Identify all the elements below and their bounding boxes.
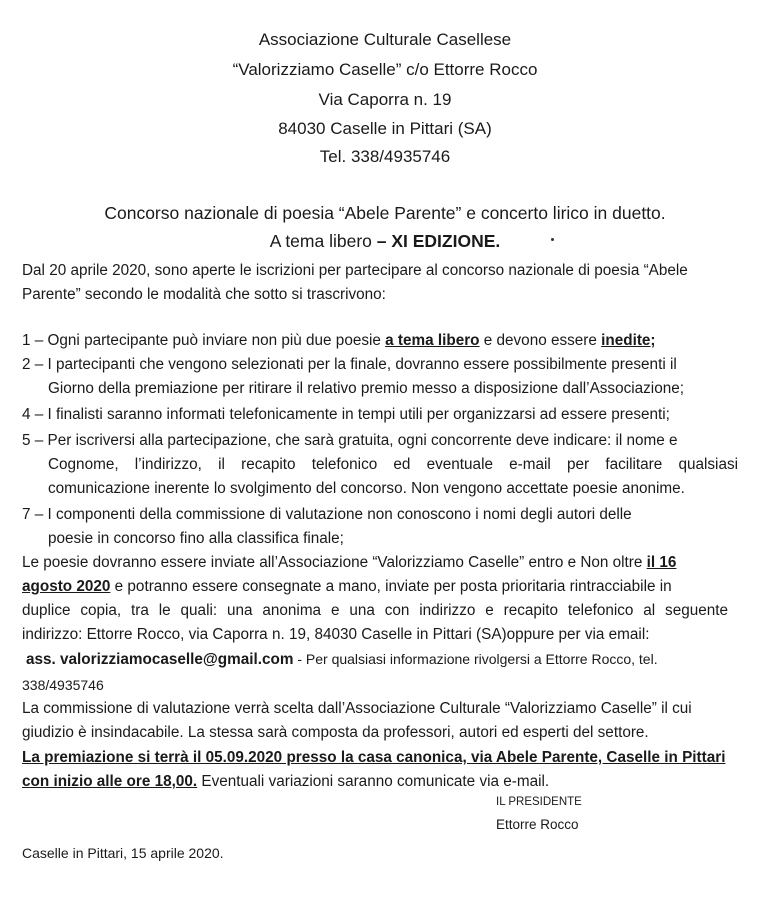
- place-date: Caselle in Pittari, 15 aprile 2020.: [22, 845, 224, 861]
- submission-line-2-text: e potranno essere consegnate a mano, inviate per posta prioritaria rintracciabile in: [110, 578, 672, 595]
- rule-1-unpublished: inedite;: [601, 332, 656, 349]
- award-note: Eventuali variazioni saranno comunicate via e-mail.: [197, 773, 550, 790]
- rule-1-mid: e devono essere: [479, 332, 602, 349]
- association-name: Associazione Culturale Casellese: [258, 30, 512, 49]
- rule-5-line-3: comunicazione inerente lo svolgimento del concorso. Non vengono accettate poesie anonime.: [48, 480, 685, 497]
- intro-line-2: Parente” secondo le modalità che sotto si trascrivono:: [22, 286, 386, 303]
- submission-line-3: duplice copia, tra le quali: una anonima e una con indirizzo e recapito telefonico al seguente: [22, 602, 728, 619]
- intro-line-1: Dal 20 aprile 2020, sono aperte le iscrizioni per partecipare al concorso nazionale di poesia “Abele: [22, 262, 688, 279]
- rule-1-theme: a tema libero: [385, 332, 480, 349]
- submission-line-5: [26, 651, 658, 669]
- rule-7-line-1: 7 – I componenti della commissione di valutazione non conoscono i nomi degli autori delle: [22, 506, 632, 523]
- edition-number: – XI EDIZIONE.: [376, 231, 501, 251]
- award-time: con inizio alle ore 18,00.: [22, 773, 198, 790]
- contest-title: Concorso nazionale di poesia “Abele Parente” e concerto lirico in duetto.: [104, 203, 666, 223]
- submission-line-2: [22, 578, 672, 596]
- association-address: Via Caporra n. 19: [318, 90, 452, 109]
- contest-edition: [0, 231, 770, 252]
- rule-5-line-1: 5 – Per iscriversi alla partecipazione, che sarà gratuita, ogni concorrente deve indicare: il nome e: [22, 432, 678, 449]
- rule-1-text: 1 – Ogni partecipante può inviare non più due poesie: [22, 332, 386, 349]
- association-city: 84030 Caselle in Pittari (SA): [278, 119, 492, 138]
- submission-line-1: [22, 554, 676, 572]
- deadline-day: il 16: [646, 554, 677, 571]
- rule-2-line-1: 2 – I partecipanti che vengono selezionati per la finale, dovranno essere possibilmente presenti il: [22, 356, 677, 373]
- rule-1: [22, 332, 656, 350]
- association-phone: Tel. 338/4935746: [319, 147, 451, 166]
- rule-5-line-2: Cognome, l’indirizzo, il recapito telefonico ed eventuale e-mail per facilitare qualsiasi: [48, 456, 738, 473]
- rule-4: 4 – I finalisti saranno informati telefonicamente in tempi utili per organizzarsi ad essere presenti;: [22, 406, 670, 423]
- president-name: Ettorre Rocco: [496, 817, 579, 832]
- speck-mark: [551, 238, 554, 241]
- contact-email[interactable]: ass. valorizziamocaselle@gmail.com: [26, 651, 294, 668]
- rule-2-line-2: Giorno della premiazione per ritirare il relativo premio messo a disposizione dall’Associazione;: [48, 380, 684, 397]
- award-line-2: [22, 773, 549, 791]
- commission-line-2: giudizio è insindacabile. La stessa sarà composta da professori, autori ed esperti del settore.: [22, 724, 649, 741]
- award-line-1: La premiazione si terrà il 05.09.2020 presso la casa canonica, via Abele Parente, Caselle in Pittari: [22, 749, 726, 766]
- association-subtitle: “Valorizziamo Caselle” c/o Ettorre Rocco: [232, 60, 538, 79]
- deadline-month: agosto 2020: [22, 578, 111, 595]
- rule-7-line-2: poesie in concorso fino alla classifica finale;: [48, 530, 344, 547]
- president-title: IL PRESIDENTE: [496, 796, 582, 808]
- contact-phone: 338/4935746: [22, 677, 104, 693]
- commission-line-1: La commissione di valutazione verrà scelta dall’Associazione Culturale “Valorizziamo Caselle” il cui: [22, 700, 692, 717]
- edition-theme: A tema libero: [269, 231, 377, 251]
- info-contact: - Per qualsiasi informazione rivolgersi a Ettorre Rocco, tel.: [293, 651, 658, 667]
- submission-line-4: indirizzo: Ettorre Rocco, via Caporra n. 19, 84030 Caselle in Pittari (SA)oppure per via email:: [22, 626, 650, 643]
- submission-line-1-text: Le poesie dovranno essere inviate all’Associazione “Valorizziamo Caselle” entro e Non oltre: [22, 554, 647, 571]
